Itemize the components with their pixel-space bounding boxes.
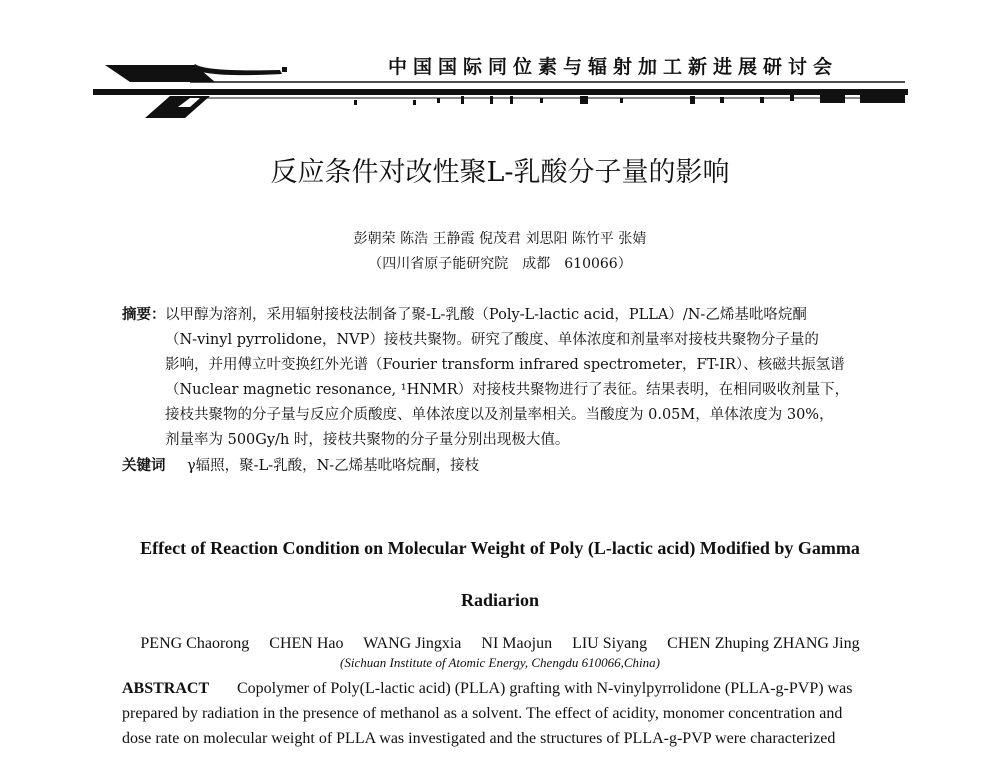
affiliation-en: (Sichuan Institute of Atomic Energy, Chengdu 610066,China)	[340, 655, 660, 670]
abstract-cn-line: 接枝共聚物的分子量与反应介质酸度、单体浓度以及剂量率相关。当酸度为 0.05M，单体浓度为 30%，	[165, 407, 834, 423]
abstract-en-line: Copolymer of Poly(L-lactic acid) (PLLA) grafting with N-vinylpyrrolidone (PLLA-g-PVP) was	[237, 680, 853, 697]
abstract-cn-line: 以甲醇为溶剂，采用辐射接枝法制备了聚-L-乳酸（Poly-L-lactic acid，PLLA）/N-乙烯基吡咯烷酮	[165, 307, 807, 323]
abstract-cn-line: 影响，并用傅立叶变换红外光谱（Fourier transform infrared spectrometer，FT-IR）、核磁共振氢谱	[165, 357, 845, 373]
authors-en: PENG Chaorong CHEN Hao WANG Jingxia NI Maojun LIU Siyang CHEN Zhuping ZHANG Jing	[140, 635, 860, 652]
english-title-line2: Radiarion	[460, 590, 539, 610]
abstract-cn-line: （N-vinyl pyrrolidone，NVP）接枝共聚物。研究了酸度、单体浓度和剂量率对接枝共聚物分子量的	[165, 332, 819, 348]
abstract-cn-label: 摘要：	[122, 306, 166, 323]
authors-cn: 彭朝荣 陈浩 王静霞 倪茂君 刘思阳 陈竹平 张婧	[353, 231, 647, 247]
abstract-en-label: ABSTRACT	[122, 680, 210, 697]
keywords-cn-label: 关键词	[122, 457, 166, 474]
english-title-line1: Effect of Reaction Condition on Molecular Weight of Poly (L-lactic acid) Modified by Gamma	[140, 538, 860, 558]
keywords-cn: γ辐照，聚-L-乳酸，N-乙烯基吡咯烷酮，接枝	[187, 458, 480, 474]
conference-name: 中国国际同位素与辐射加工新进展研讨会	[388, 56, 839, 78]
affiliation-cn: （四川省原子能研究院 成都 610066）	[368, 256, 632, 272]
paper-title: 反应条件对改性聚L-乳酸分子量的影响	[270, 157, 730, 188]
abstract-cn-line: 剂量率为 500Gy/h 时，接枝共聚物的分子量分别出现极大值。	[165, 432, 570, 448]
abstract-en-line: dose rate on molecular weight of PLLA was investigated and the structures of PLLA-g-PVP were characterized	[122, 730, 836, 747]
abstract-en-line: prepared by radiation in the presence of methanol as a solvent. The effect of acidity, monomer concentration and	[122, 705, 843, 722]
abstract-cn-line: （Nuclear magnetic resonance, ¹HNMR）对接枝共聚物进行了表征。结果表明，在相同吸收剂量下，	[165, 382, 850, 398]
